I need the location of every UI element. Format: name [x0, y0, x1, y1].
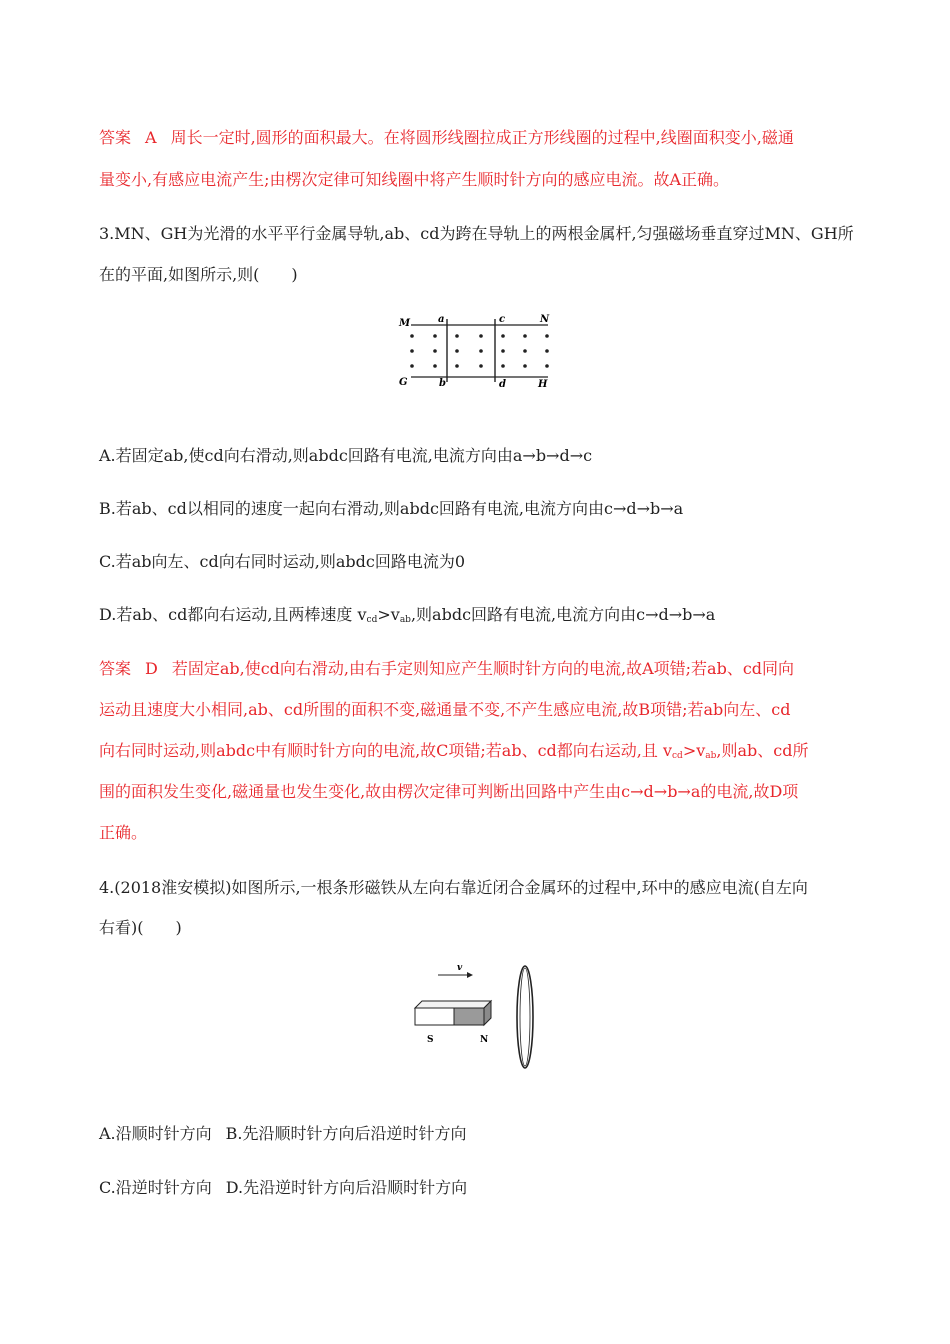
label-G: G [399, 377, 408, 388]
label-H: H [538, 379, 548, 390]
question-4-option-c: C.沿逆时针方向 [99, 1178, 212, 1197]
question-3-option-a: A.若固定ab,使cd向右滑动,则abdc回路有电流,电流方向由a→b→d→c [99, 446, 593, 465]
label-a: a [438, 314, 445, 325]
question-4-options-row-2 [99, 1178, 467, 1198]
answer-choice: D [145, 659, 158, 678]
label-N: N [540, 314, 550, 325]
answer-label: 答案 [99, 128, 132, 147]
answer-choice: A [145, 128, 157, 147]
label-c: c [499, 314, 506, 325]
question-3-stem-line-1: 3.MN、GH为光滑的水平平行金属导轨,ab、cd为跨在导轨上的两根金属杆,匀强磁场垂直穿过MN、GH所 [99, 224, 854, 243]
question-4-options-row-1 [99, 1124, 467, 1144]
question-4-option-a: A.沿顺时针方向 [99, 1124, 212, 1143]
answer-3-line-1 [99, 659, 794, 679]
answer-3-line-3: 向右同时运动,则abdc中有顺时针方向的电流,故C项错;若ab、cd都向右运动,且 $v_{cd}>v_{ab}$,则ab、cd所 [99, 741, 809, 761]
label-b: b [439, 378, 446, 389]
label-M: M [399, 318, 411, 329]
magnet-top-face [415, 1001, 491, 1008]
answer-2-line-2: 量变小,有感应电流产生;由楞次定律可知线圈中将产生顺时针方向的感应电流。故A正确。 [99, 170, 730, 189]
question-4-stem-line-2: 右看)( ) [99, 918, 182, 937]
velocity-arrowhead-icon [467, 972, 473, 978]
answer-label: 答案 [99, 659, 132, 678]
label-v: v [457, 963, 463, 973]
question-3-option-c: C.若ab向左、cd向右同时运动,则abdc回路电流为0 [99, 552, 465, 571]
question-4-stem-line-1: 4.(2018淮安模拟)如图所示,一根条形磁铁从左向右靠近闭合金属环的过程中,环中的感应电流(自左向 [99, 878, 808, 897]
magnet-ring-figure [405, 960, 550, 1072]
answer-3-line-5: 正确。 [99, 823, 148, 842]
label-d: d [499, 379, 506, 390]
metal-ring-inner [520, 968, 530, 1066]
metal-ring [517, 966, 533, 1068]
question-4-option-d: D.先沿逆时针方向后沿顺时针方向 [225, 1178, 468, 1197]
answer-2-line-1 [99, 128, 794, 148]
question-3-stem-line-2: 在的平面,如图所示,则( ) [99, 265, 298, 284]
rails-figure [395, 312, 560, 392]
magnet-s-pole [415, 1008, 454, 1025]
question-4-option-b: B.先沿顺时针方向后沿逆时针方向 [225, 1124, 467, 1143]
answer-text: 若固定ab,使cd向右滑动,由右手定则知应产生顺时针方向的电流,故A项错;若ab、cd同向 [171, 659, 795, 678]
question-3-option-b: B.若ab、cd以相同的速度一起向右滑动,则abdc回路有电流,电流方向由c→d→b→a [99, 499, 684, 518]
question-3-option-d: D.若ab、cd都向右运动,且两棒速度 $v_{cd}>v_{ab}$,则abdc回路有电流,电流方向由c→d→b→a [99, 605, 716, 625]
answer-text: 周长一定时,圆形的面积最大。在将圆形线圈拉成正方形线圈的过程中,线圈面积变小,磁通 [170, 128, 794, 147]
answer-3-line-2: 运动且速度大小相同,ab、cd所围的面积不变,磁通量不变,不产生感应电流,故B项错;若ab向左、cd [99, 700, 791, 719]
label-N-pole: N [480, 1035, 489, 1045]
field-dots [410, 334, 549, 368]
magnet-n-pole [454, 1008, 484, 1025]
answer-3-line-4: 围的面积发生变化,磁通量也发生变化,故由楞次定律可判断出回路中产生由c→d→b→a的电流,故D项 [99, 782, 799, 801]
label-S: S [427, 1035, 434, 1045]
